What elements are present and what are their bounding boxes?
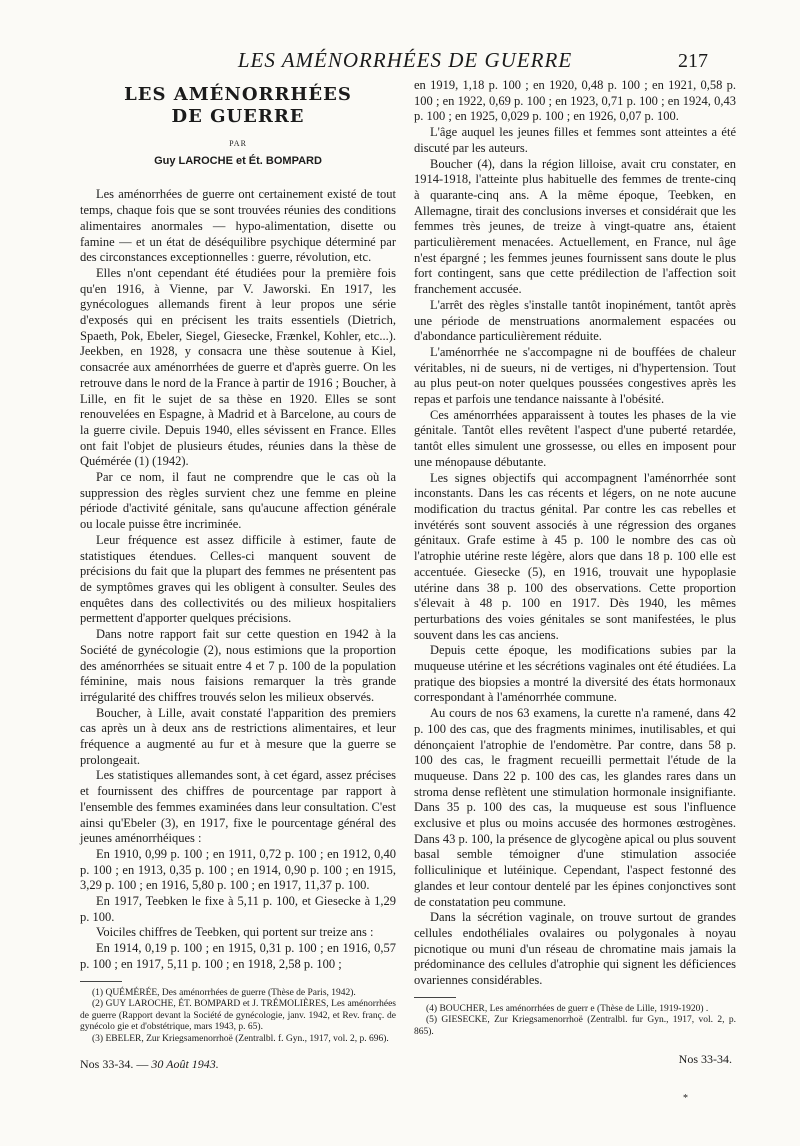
paragraph: Leur fréquence est assez difficile à estimer, faute de statistiques étendues. Celles-ci manquent souvent de précisions du fait que la plupart des femmes ne présentent pas de symptômes graves qui les obligent à consulter. Seules des enquêtes dans des collectivités ou des milieux hospitaliers permettent d'apporter quelques précisions. xyxy=(80,532,396,626)
right-footnotes xyxy=(414,1004,736,1039)
paragraph: Au cours de nos 63 examens, la curette n'a ramené, dans 42 p. 100 des cas, que des fragments minimes, inutilisables, et qui dénonçaient l'atrophie de l'endomètre. Par contre, dans 58 p. 100 des cas, le fragment recueilli permettait l'étude de la muqueuse. Dans 22 p. 100 des cas, les glandes rares dans un stroma dense reflètent une stimulation hormonale insignifiante. Dans 35 p. 100 des cas, la muqueuse est sous l'influence exclusive et plus ou moins accusée des hormones œstrogènes. Dans 43 p. 100, la présence de glycogène apical ou plus souvent basal semble témoigner d'une stimulation associée folliculinique et lutéinique. Cependant, l'aspect festonné des glandes et leur contour dentelé par les épines conjonctives sont de constatation peu commune. xyxy=(414,706,736,909)
footnote-divider xyxy=(414,997,456,998)
left-column xyxy=(80,84,396,1073)
byline-par: PAR xyxy=(229,139,247,148)
footnote: (3) EBELER, Zur Kriegsamenorrhoë (Zentralbl. f. Gyn., 1917, vol. 2, p. 696). xyxy=(92,1033,389,1044)
paragraph: L'arrêt des règles s'installe tantôt inopinément, tantôt après une période de menstruations anormalement espacées ou d'abondance particulièrement réduite. xyxy=(414,297,736,344)
issue-line xyxy=(80,1057,396,1073)
paragraph: L'âge auquel les jeunes filles et femmes sont atteintes a été discuté par les auteurs. xyxy=(414,125,736,155)
paragraph: Elles n'ont cependant été étudiées pour la première fois qu'en 1916, à Vienne, par V. Jaworski. En 1917, les gynécologues allemands firent à leur propos une série d'exposés qui en précisent les traits essentiels (Dietrich, Spaeth, Pok, Ebeler, Siegel, Giesecke, Frænkel, Kohler, etc...). Jeekben, en 1928, y consacra une thèse soutenue à Kiel, consacrée aux aménorrhées de guerre et d'après guerre. On les retrouve dans le nord de la France à partir de 1916 ; Boucher, à Lille, en fit le sujet de sa thèse en 1920. Elles se sont renouvelées en Espagne, à Madrid et à Barcelone, au cours de la guerre civile. Depuis 1940, elles sévissent en France. Elles ont fait l'objet de plusieurs études, réunies dans la thèse de Quéméréе (1) (1942). xyxy=(80,265,396,469)
paragraph: L'aménorrhée ne s'accompagne ni de bouffées de chaleur véritables, ni de sueurs, ni de vertiges, ni d'hypertension. Tout au plus peut-on noter quelques poussées congestives après les repas et parfois une tendance naissante à l'obésité. xyxy=(414,344,736,407)
paragraph: Ces aménorrhées apparaissent à toutes les phases de la vie génitale. Tantôt elles revêtent l'aspect d'une puberté retardée, tantôt elles simulent une grossesse, ou elles en imposent pour une ménopause débutante. xyxy=(414,407,736,469)
paragraph: En 1917, Teebken le fixe à 5,11 p. 100, et Giesecke à 1,29 p. 100. xyxy=(80,894,396,924)
footnote: (4) BOUCHER, Les aménorrhées de guerr e (Thèse de Lille, 1919-1920) . xyxy=(426,1003,709,1014)
article-title-line-2: DE GUERRE xyxy=(171,106,305,127)
paragraph: En 1910, 0,99 p. 100 ; en 1911, 0,72 p. 100 ; en 1912, 0,40 p. 100 ; en 1913, 0,35 p. 100 ; en 1914, 0,90 p. 100 ; en 1915, 3,29 p. 100 ; en 1916, 5,80 p. 100 ; en 1917, 11,37 p. 100. xyxy=(80,846,396,893)
paragraph: Dans notre rapport fait sur cette question en 1942 à la Société de gynécologie (2), nous estimions que la proportion des aménorrhées se situait entre 4 et 7 p. 100 de la population féminine, mais nous faisions remarquer la très grande irrégularité des chiffres trouvés selon les milieux observés. xyxy=(80,627,396,704)
right-column xyxy=(414,78,736,1068)
issue-dash: — xyxy=(133,1057,152,1072)
paragraph: Boucher (4), dans la région lilloise, avait cru constater, en 1914-1918, l'atteinte plus habituelle des femmes de trente-cinq à quarante-cinq ans. A la même époque, Teebken, en Allemagne, tirait des conclusions inverses et considérait que les femmes très jeunes, de treize à vingt-quatre ans, étaient particulièrement menacées. Actuellement, en France, nul âge n'est épargné ; les femmes jeunes fournissent sans doute le plus fort contingent, sans que cette prédilection de l'affection soit franchement accusée. xyxy=(414,156,736,297)
paragraph: Depuis cette époque, les modifications subies par la muqueuse utérine et les sécrétions vaginales ont été étudiées. La pratique des biopsies a montré la diversité des états hormonaux correspondant à l'aménorrhée commune. xyxy=(414,643,736,705)
paragraph: Voiciles chiffres de Teebken, qui portent sur treize ans : xyxy=(96,925,374,940)
paragraph: Par ce nom, il faut ne comprendre que le cas où la suppression des règles survient chez une femme en pleine période d'activité génitale, sans qu'aucune affection générale ou locale puisse être incriminée. xyxy=(80,470,396,532)
issue-numbers-right: Nos 33-34. xyxy=(678,1052,732,1067)
footnote-divider xyxy=(80,981,122,982)
footnote: (5) GIESECKE, Zur Kriegsamenorrhoë (Zentralbl. fur Gyn., 1917, vol. 2, p. 865). xyxy=(414,1015,736,1037)
paragraph: En 1914, 0,19 p. 100 ; en 1915, 0,31 p. 100 ; en 1916, 0,57 p. 100 ; en 1917, 5,11 p. 100 ; en 1918, 2,58 p. 100 ; xyxy=(80,941,396,971)
left-footnotes xyxy=(80,988,396,1046)
article-title-line-1: LES AMÉNORRHÉES xyxy=(124,84,352,105)
article-authors: Guy LAROCHE et Ét. BOMPARD xyxy=(154,154,322,167)
paragraph: Dans la sécrétion vaginale, on trouve surtout de grandes cellules endothéliales ovalaires ou polygonales à noyau picnotique ou muni d'un réseau de chromatine mais jamais la prédominance des cellules d'atrophie qui signent les déficiences ovariennes considérables. xyxy=(414,910,736,988)
page-number: 217 xyxy=(678,50,708,72)
footnote: (1) QUÉMÉRÉE, Des aménorrhées de guerre (Thèse de Paris, 1942). xyxy=(92,987,356,998)
issue-date: 30 Août 1943. xyxy=(151,1057,219,1072)
paragraph: Boucher, à Lille, avait constaté l'apparition des premiers cas après un à deux ans de restrictions alimentaires, et leur fréquence a augmenté au fur et à mesure que la guerre se prolongeait. xyxy=(80,705,396,767)
paragraph: Les aménorrhées de guerre ont certainement existé de tout temps, chaque fois que se sont trouvées réunies des conditions alimentaires anormales — hypo-alimentation, disette ou famine — et un état de déséquilibre psychique déterminé par des circonstances exceptionnelles : guerre, révolution, etc. xyxy=(80,187,396,265)
paragraph: Les signes objectifs qui accompagnent l'aménorrhée sont inconstants. Dans les cas récents et légers, on ne note aucune modification du tractus génital. Par contre les cas rebelles et invétérés sont souvent associés à une régression des organes génitaux. Grafe estime à 45 p. 100 le nombre des cas où l'atrophie utérine reste légère, alors que dans 18 p. 100 elle est accentuée. Giesecke (5), en 1916, trouvait une hypoplasie utérine dans 38 p. 100 des observations. Cette proportion s'élevait à 48 p. 100 en 1917. Dès 1940, les mêmes perturbations des voies génitales se sont manifestées, le plus souvent dans les cas anciens. xyxy=(414,470,736,642)
footnote: (2) GUY LAROCHE, ÉT. BOMPARD et J. TRÉMOLIÈRES, Les aménorrhées de guerre (Rapport devant la Société de gynécologie, janv. 1942, et Rev. franç. de gynécolo gie et d'obstétrique, mars 1943, p. 65). xyxy=(80,999,396,1033)
paragraph: Les statistiques allemandes sont, à cet égard, assez précises et fournissent des chiffres de pourcentage par rapport à l'ensemble des femmes examinées dans leur consultation. C'est ainsi qu'Ebeler (3), en 1917, fixe le pourcentage général des jeunes aménorrhéiques : xyxy=(80,768,396,846)
printer-mark: * xyxy=(683,1093,688,1104)
running-title: LES AMÉNORRHÉES DE GUERRE xyxy=(237,48,573,72)
paragraph: en 1919, 1,18 p. 100 ; en 1920, 0,48 p. 100 ; en 1921, 0,58 p. 100 ; en 1922, 0,69 p. 100 ; en 1923, 0,71 p. 100 ; en 1924, 0,43 p. 100 ; en 1925, 0,029 p. 100 ; en 1926, 0,07 p. 100. xyxy=(414,78,736,124)
issue-numbers: Nos 33-34. xyxy=(80,1057,134,1072)
